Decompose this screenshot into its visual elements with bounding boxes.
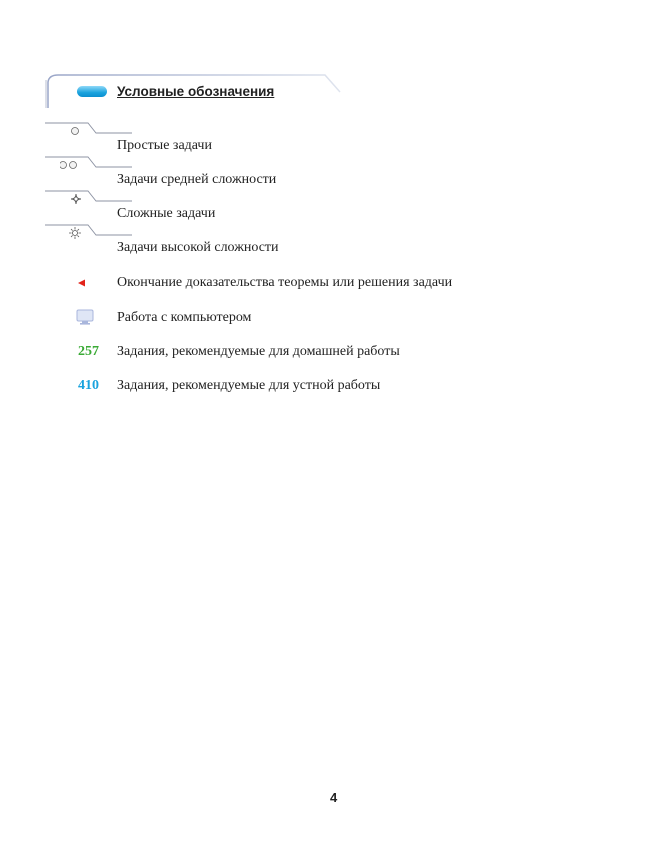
legend-item-medium: Задачи средней сложности (117, 172, 277, 187)
legend-item-homework: Задания, рекомендуемые для домашней работы (117, 344, 400, 359)
circle-icon (72, 128, 79, 135)
oral-number-sample: 410 (78, 378, 99, 393)
legend-item-hard: Сложные задачи (117, 206, 216, 221)
computer-monitor-icon (76, 309, 96, 327)
diamond-star-icon (71, 194, 81, 204)
legend-item-proof-end: Окончание доказательства теоремы или решения задачи (117, 275, 453, 290)
sun-star-icon (69, 227, 81, 239)
difficulty-icons (60, 124, 100, 242)
legend-item-simple: Простые задачи (117, 138, 212, 153)
triangle-left-icon (77, 278, 87, 288)
homework-number-sample: 257 (78, 344, 99, 359)
legend-item-very-hard: Задачи высокой сложности (117, 240, 279, 255)
legend-item-computer: Работа с компьютером (117, 310, 252, 325)
legend-title: Условные обозначения (117, 84, 275, 99)
title-pill-icon (77, 86, 107, 97)
page-number: 4 (330, 790, 338, 805)
legend-item-oral: Задания, рекомендуемые для устной работы (117, 378, 381, 393)
double-circle-icon (60, 162, 67, 169)
